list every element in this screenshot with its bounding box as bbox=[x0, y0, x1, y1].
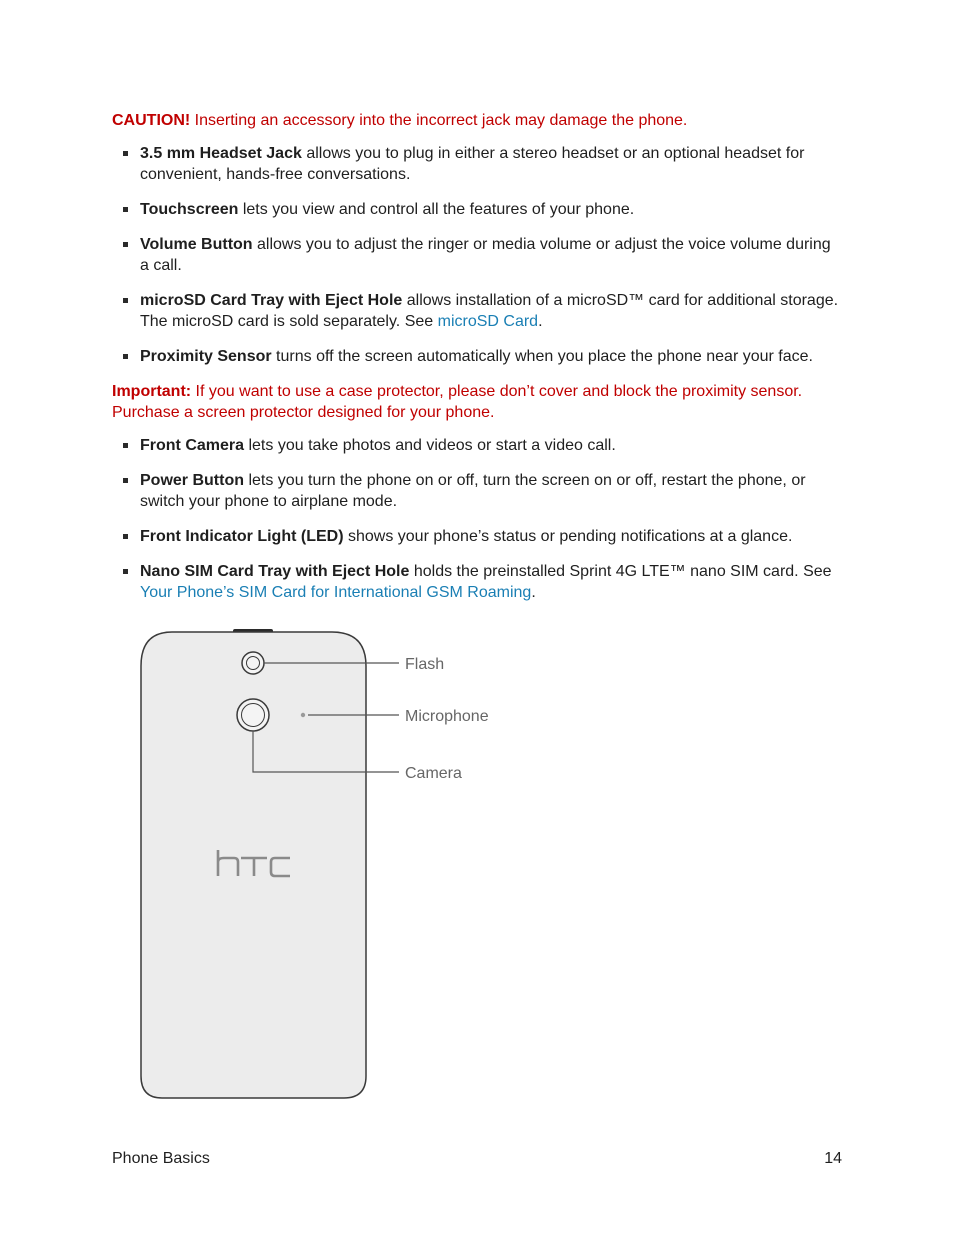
item-term: 3.5 mm Headset Jack bbox=[140, 145, 302, 162]
item-text: allows installation of a microSD™ card for additional storage. The microSD card is sold separately. See bbox=[140, 292, 839, 330]
list-item bbox=[112, 199, 842, 220]
microsd-card-link[interactable]: microSD Card bbox=[437, 313, 539, 330]
microphone-icon bbox=[301, 713, 305, 717]
item-text: turns off the screen automatically when you place the phone near your face. bbox=[271, 348, 813, 365]
page-number: 14 bbox=[824, 1150, 842, 1167]
item-text-after: . bbox=[538, 313, 543, 330]
camera-label: Camera bbox=[405, 765, 462, 782]
list-item bbox=[112, 526, 842, 547]
bullet-icon bbox=[123, 242, 128, 247]
item-term: microSD Card Tray with Eject Hole bbox=[140, 292, 403, 309]
bullet-icon bbox=[123, 298, 128, 303]
list-item bbox=[112, 346, 842, 367]
caution-text: Inserting an accessory into the incorrect jack may damage the phone. bbox=[190, 112, 688, 129]
phone-back-figure bbox=[138, 628, 538, 1103]
list-item bbox=[112, 435, 842, 456]
item-term: Power Button bbox=[140, 472, 244, 489]
item-term: Nano SIM Card Tray with Eject Hole bbox=[140, 563, 410, 580]
flash-icon bbox=[242, 652, 264, 674]
bullet-icon bbox=[123, 151, 128, 156]
item-text: shows your phone’s status or pending notifications at a glance. bbox=[343, 528, 793, 545]
item-term: Front Camera bbox=[140, 437, 245, 454]
bullet-icon bbox=[123, 443, 128, 448]
list-item bbox=[112, 561, 842, 603]
bullet-icon bbox=[123, 569, 128, 574]
flash-label: Flash bbox=[405, 656, 445, 673]
item-term: Proximity Sensor bbox=[140, 348, 272, 365]
item-text: lets you turn the phone on or off, turn the screen on or off, restart the phone, or switch your phone to airplane mode. bbox=[140, 472, 806, 510]
list-item bbox=[112, 234, 842, 276]
phone-back-illustration bbox=[138, 628, 538, 1103]
footer-section-title: Phone Basics bbox=[112, 1150, 210, 1167]
caution-label: CAUTION! bbox=[112, 112, 191, 129]
list-item bbox=[112, 470, 842, 512]
page-footer bbox=[112, 1150, 842, 1168]
document-page bbox=[112, 110, 842, 617]
list-item bbox=[112, 290, 842, 332]
item-text: allows you to plug in either a stereo headset or an optional headset for convenient, hands-free conversations. bbox=[140, 145, 805, 183]
list-item bbox=[112, 143, 842, 185]
feature-list-1 bbox=[112, 143, 842, 367]
caution-notice bbox=[112, 110, 842, 131]
item-term: Volume Button bbox=[140, 236, 253, 253]
feature-list-2 bbox=[112, 435, 842, 603]
sim-card-roaming-link[interactable]: Your Phone’s SIM Card for International GSM Roaming bbox=[140, 584, 532, 601]
item-term: Touchscreen bbox=[140, 201, 239, 218]
bullet-icon bbox=[123, 207, 128, 212]
bullet-icon bbox=[123, 534, 128, 539]
item-term: Front Indicator Light (LED) bbox=[140, 528, 344, 545]
item-text: lets you take photos and videos or start a video call. bbox=[244, 437, 616, 454]
important-notice bbox=[112, 381, 842, 423]
bullet-icon bbox=[123, 478, 128, 483]
microphone-label: Microphone bbox=[405, 708, 489, 725]
item-text-after: . bbox=[531, 584, 536, 601]
important-text: If you want to use a case protector, please don’t cover and block the proximity sensor. Purchase a screen protector designed for your phone. bbox=[112, 383, 803, 421]
important-label: Important: bbox=[112, 383, 192, 400]
item-text: lets you view and control all the features of your phone. bbox=[238, 201, 635, 218]
item-text: allows you to adjust the ringer or media volume or adjust the voice volume during a call. bbox=[140, 236, 831, 274]
bullet-icon bbox=[123, 354, 128, 359]
item-text: holds the preinstalled Sprint 4G LTE™ nano SIM card. See bbox=[409, 563, 832, 580]
